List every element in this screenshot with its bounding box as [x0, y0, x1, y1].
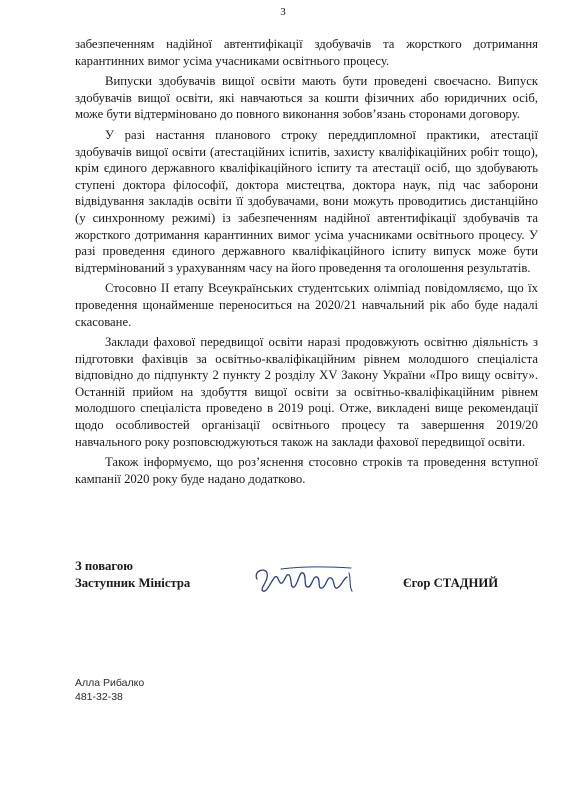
- closing-greeting: З повагою: [75, 559, 133, 573]
- signatory-position: Заступник Міністра: [75, 576, 191, 590]
- paragraph-admission-campaign: Також інформуємо, що роз’яснення стосовно строків та проведення вступної кампанії 2020 року буде надано додатково.: [75, 455, 538, 486]
- executor-name: Алла Рибалко: [75, 677, 145, 689]
- signatory-name: Єгор СТАДНИЙ: [403, 576, 499, 590]
- paragraph-professional-education: Заклади фахової передвищої освіти наразі продовжують освітню діяльність з підготовки фахівців за освітньо-кваліфікаційним рівнем молодшого спеціаліста відповідно до підпункту 2 пункту 2 розділу XV Закону України «Про вищу освіту». Останній прийом на здобуття вищої освіти за освітньо-кваліфікаційним рівнем молодшого спеціаліста проведено в 2019 році. Отже, викладені вище рекомендації щодо особливостей організації освітнього процесу та завершення 2019/20 навчального року розповсюджуються також на заклади фахової передвищої освіти.: [75, 335, 538, 449]
- executor-phone: 481-32-38: [75, 691, 123, 703]
- page-number: 3: [280, 6, 286, 18]
- paragraph-olympiads: Стосовно ІІ етапу Всеукраїнських студентських олімпіад повідомляємо, що їх проведення щонайменше переноситься на 2020/21 навчальний рік або буде надалі скасоване.: [75, 281, 538, 329]
- letter-body: [75, 36, 538, 487]
- paragraph-graduation: Випуски здобувачів вищої освіти мають бути проведені своєчасно. Випуск здобувачів вищої освіти, які навчаються за кошти фізичних або юридичних осіб, може бути відтерміновано до повного виконання зобов’язань сторонами договору.: [75, 74, 538, 122]
- paragraph-continuation: забезпеченням надійної автентифікації здобувачів та жорсткого дотримання карантинних вимог усіма учасниками освітнього процесу.: [75, 37, 538, 68]
- executor-info: [75, 676, 144, 704]
- handwritten-signature: [251, 559, 361, 599]
- signature-block: [75, 559, 538, 629]
- paragraph-attestation: У разі настання планового строку переддипломної практики, атестації здобувачів вищої освіти (атестаційних іспитів, захисту кваліфікаційних робіт тощо), крім єдиного державного кваліфікаційного іспиту та атестації осіб, що здобувають ступені доктора філософії, доктора мистецтва, доктора наук, під час заборони відвідування закладів освіти її здобувачами, вони можуть проводитись дистанційно (у синхронному режимі) із забезпеченням надійної автентифікації здобувачів та жорсткого дотримання карантинних вимог усіма учасниками освітнього процесу. У разі проведення єдиного державного кваліфікаційного іспиту випуск може бути відтермінований з урахуванням часу на його проведення та оголошення результатів.: [75, 127, 538, 275]
